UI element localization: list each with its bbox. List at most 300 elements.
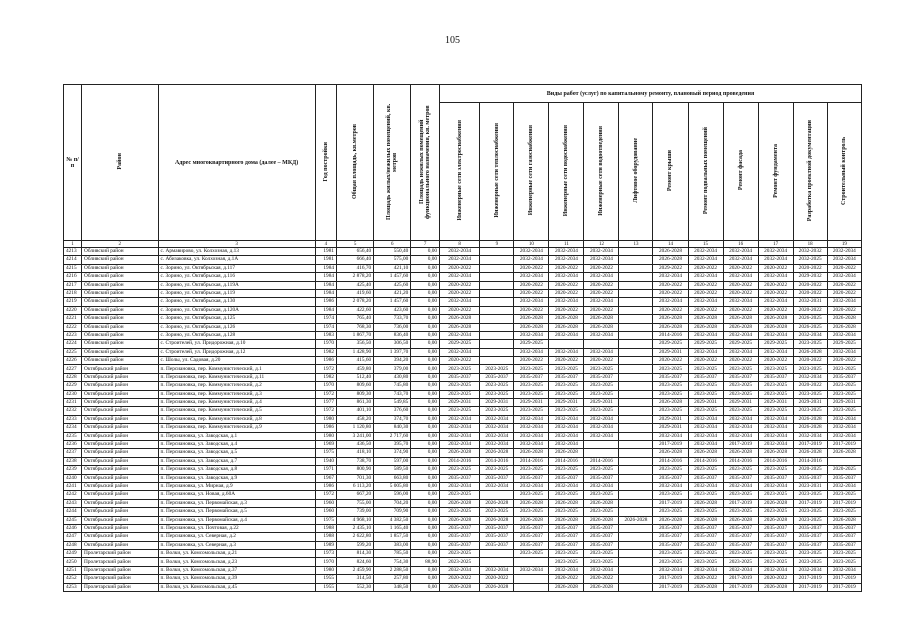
area-cell: 419,60 [336, 289, 373, 297]
table-row [64, 289, 862, 297]
work-period-cell: 2023-2025 [653, 558, 688, 566]
year-cell: 1988 [315, 533, 336, 541]
work-period-cell: 2023-2025 [723, 365, 758, 373]
work-period-cell [619, 331, 653, 339]
living-area-cell: 374,90 [374, 449, 411, 457]
year-cell: 1967 [315, 474, 336, 482]
work-period-cell [619, 575, 653, 583]
row-number: 4247 [64, 533, 82, 541]
work-period-cell: 2035-2037 [653, 541, 688, 549]
work-period-cell: 2023-2025 [440, 491, 480, 499]
work-period-cell: 2023-2025 [793, 390, 827, 398]
work-period-cell: 2026-2028 [514, 323, 549, 331]
work-period-cell: 2029-2025 [440, 340, 480, 348]
district-cell: Октябрьский район [82, 466, 158, 474]
work-period-cell: 2032-2034 [584, 482, 619, 490]
living-area-cell: 575,00 [374, 256, 411, 264]
work-period-cell: 2017-2019 [827, 499, 861, 507]
work-period-cell [480, 331, 514, 339]
work-period-cell: 2032-2034 [688, 440, 723, 448]
work-period-cell: 2029-2031 [758, 399, 793, 407]
district-cell: Обливский район [82, 248, 158, 256]
living-area-cell: 379,00 [374, 365, 411, 373]
work-period-cell: 2023-2025 [688, 466, 723, 474]
work-period-cell: 2017-2019 [723, 575, 758, 583]
work-period-cell: 2026-2028 [688, 315, 723, 323]
district-cell: Октябрьский район [82, 449, 158, 457]
work-period-cell: 2026-2028 [688, 323, 723, 331]
work-period-cell: 2032-2034 [549, 432, 584, 440]
work-period-cell: 2029-2025 [688, 340, 723, 348]
work-period-cell: 2023-2025 [688, 382, 723, 390]
work-period-cell: 2035-2037 [723, 373, 758, 381]
work-period-cell: 2026-2028 [758, 449, 793, 457]
work-period-cell [480, 256, 514, 264]
row-number: 4229 [64, 382, 82, 390]
nonres-area-cell: 0,00 [411, 449, 440, 457]
district-cell: Обливский район [82, 315, 158, 323]
work-period-cell: 2020-2022 [793, 281, 827, 289]
work-period-cell: 2014-2016 [440, 457, 480, 465]
work-period-cell: 2032-2034 [688, 424, 723, 432]
work-period-cell: 2023-2025 [514, 382, 549, 390]
district-cell: Октябрьский район [82, 382, 158, 390]
work-period-cell: 2020-2022 [549, 289, 584, 297]
work-period-cell: 2026-2028 [480, 499, 514, 507]
work-period-cell: 2023-2025 [758, 365, 793, 373]
work-period-cell: 2026-2028 [549, 323, 584, 331]
living-area-cell: 383,00 [374, 541, 411, 549]
work-period-cell: 2023-2025 [827, 508, 861, 516]
nonres-area-cell: 0,00 [411, 533, 440, 541]
year-cell: 1986 [315, 357, 336, 365]
living-area-cell: 596,00 [374, 491, 411, 499]
work-period-cell: 2014-2016 [584, 457, 619, 465]
work-period-cell [480, 323, 514, 331]
work-period-cell: 2032-2034 [584, 415, 619, 423]
work-period-cell: 2026-2028 [440, 315, 480, 323]
work-period-cell: 2017-2019 [793, 575, 827, 583]
work-period-cell: 2032-2034 [549, 273, 584, 281]
work-period-cell: 2023-2025 [758, 491, 793, 499]
living-area-cell: 1 397,70 [374, 348, 411, 356]
work-period-cell: 2023-2025 [480, 407, 514, 415]
row-number: 4246 [64, 524, 82, 532]
work-period-cell: 2032-2034 [440, 256, 480, 264]
work-period-cell: 2035-2037 [514, 474, 549, 482]
work-period-cell: 2023-2025 [440, 407, 480, 415]
work-period-cell: 2020-2022 [688, 357, 723, 365]
work-period-cell: 2023-2025 [688, 491, 723, 499]
area-cell: 809,60 [336, 382, 373, 390]
work-period-cell [619, 264, 653, 272]
nonres-area-cell: 0,00 [411, 399, 440, 407]
work-period-cell: 2023-2025 [827, 365, 861, 373]
column-number: 3 [158, 241, 315, 248]
nonres-area-cell: 0,00 [411, 248, 440, 256]
work-period-cell: 2032-2031 [793, 298, 827, 306]
table-row [64, 256, 862, 264]
work-period-cell: 2020-2022 [653, 289, 688, 297]
district-cell: Пролетарский район [82, 550, 158, 558]
work-period-cell: 2026-2028 [793, 449, 827, 457]
column-number: 2 [82, 241, 158, 248]
work-period-cell: 2026-2028 [440, 583, 480, 591]
work-period-cell [619, 415, 653, 423]
work-period-cell: 2035-2037 [480, 373, 514, 381]
year-cell: 1981 [315, 248, 336, 256]
column-number: 1 [64, 241, 82, 248]
work-period-cell: 2023-2025 [827, 491, 861, 499]
work-period-cell [619, 306, 653, 314]
work-period-cell: 2023-2025 [549, 491, 584, 499]
work-period-cell: 2035-2037 [758, 474, 793, 482]
year-cell: 1960 [315, 499, 336, 507]
work-period-cell [619, 449, 653, 457]
living-area-cell: 1 457,60 [374, 298, 411, 306]
work-period-cell: 2029-2031 [653, 424, 688, 432]
work-period-cell: 2023-2025 [653, 365, 688, 373]
row-number: 4240 [64, 474, 82, 482]
work-period-cell: 2026-2028 [793, 424, 827, 432]
nonres-area-cell: 0,00 [411, 382, 440, 390]
work-period-cell: 2032-2034 [440, 331, 480, 339]
work-period-cell: 2023-2025 [549, 407, 584, 415]
work-period-cell: 2035-2037 [653, 524, 688, 532]
work-period-cell: 2035-2037 [758, 524, 793, 532]
work-period-cell [619, 533, 653, 541]
nonres-area-cell: 0,00 [411, 264, 440, 272]
area-cell: 599,20 [336, 541, 373, 549]
nonres-area-cell: 0,00 [411, 315, 440, 323]
living-area-cell: 257,80 [374, 575, 411, 583]
living-area-cell: 421,20 [374, 289, 411, 297]
living-area-cell: 425,60 [374, 281, 411, 289]
work-period-cell [619, 273, 653, 281]
work-period-cell: 2023-2025 [584, 508, 619, 516]
work-period-cell: 2023-2025 [723, 550, 758, 558]
year-cell: 1989 [315, 541, 336, 549]
work-period-cell: 2035-2037 [480, 533, 514, 541]
year-cell: 1986 [315, 424, 336, 432]
nonres-area-cell: 0,00 [411, 524, 440, 532]
address-cell: п. Персиановка, ул. Заводская, д.5 [158, 449, 315, 457]
work-period-cell: 2032-2034 [758, 566, 793, 574]
work-period-cell [619, 466, 653, 474]
work-period-cell: 2026-2028 [440, 449, 480, 457]
work-period-cell: 2026-2028 [723, 449, 758, 457]
work-period-cell: 2032-2034 [514, 256, 549, 264]
nonres-area-cell: 0,00 [411, 357, 440, 365]
work-period-cell: 2026-2028 [653, 323, 688, 331]
work-period-cell: 2020-2022 [688, 306, 723, 314]
table-row [64, 390, 862, 398]
work-period-cell: 2020-2022 [549, 264, 584, 272]
work-period-cell: 2020-2022 [584, 575, 619, 583]
work-period-cell: 2032-2034 [758, 440, 793, 448]
row-number: 4242 [64, 491, 82, 499]
work-period-cell: 2023-2025 [758, 382, 793, 390]
address-cell: п. Персиановка, пер. Коммунистический, д.3 [158, 390, 315, 398]
work-period-cell: 2023-2025 [584, 466, 619, 474]
work-period-cell [619, 550, 653, 558]
row-number: 4227 [64, 365, 82, 373]
address-cell: п. Персиановка, пер. Коммунистический, д.5 [158, 407, 315, 415]
work-period-cell: 2023-2025 [549, 550, 584, 558]
work-period-cell: 2032-2034 [480, 482, 514, 490]
work-period-cell: 2020-2022 [653, 306, 688, 314]
work-period-cell: 2023-2025 [827, 558, 861, 566]
work-period-cell: 2032-2034 [723, 432, 758, 440]
nonres-area-cell: 0,00 [411, 550, 440, 558]
nonres-area-cell: 0,00 [411, 348, 440, 356]
work-period-cell: 2026-2028 [758, 323, 793, 331]
work-period-cell [619, 558, 653, 566]
work-period-cell: 2026-2028 [480, 583, 514, 591]
header-work-construction-control: Строительный контроль [827, 103, 861, 241]
work-period-cell [619, 357, 653, 365]
work-period-cell: 2026-2028 [549, 449, 584, 457]
living-area-cell: 306,50 [374, 340, 411, 348]
work-period-cell: 2023-2025 [549, 382, 584, 390]
district-cell: Октябрьский район [82, 432, 158, 440]
work-period-cell: 2032-2034 [688, 348, 723, 356]
nonres-area-cell: 0,00 [411, 306, 440, 314]
row-number: 4216 [64, 273, 82, 281]
nonres-area-cell: 0,00 [411, 474, 440, 482]
work-period-cell: 2032-2034 [440, 566, 480, 574]
work-period-cell: 2035-2037 [584, 474, 619, 482]
work-period-cell: 2023-2025 [653, 550, 688, 558]
work-period-cell: 2032-2034 [793, 331, 827, 339]
nonres-area-cell: 0,00 [411, 273, 440, 281]
work-period-cell: 2026-2028 [584, 583, 619, 591]
address-cell: с. Зорино, ул. Октябрьская, д.116 [158, 273, 315, 281]
work-period-cell: 2035-2037 [480, 541, 514, 549]
work-period-cell: 2029-2031 [653, 415, 688, 423]
work-period-cell: 2032-2034 [723, 273, 758, 281]
work-period-cell: 2032-2034 [827, 256, 861, 264]
year-cell: 1940 [315, 457, 336, 465]
work-period-cell: 2029-2031 [440, 399, 480, 407]
column-number: 16 [723, 241, 758, 248]
work-period-cell: 2035-2037 [584, 541, 619, 549]
address-cell: с. Абизаковка, ул. Колхозная, д.1А [158, 256, 315, 264]
area-cell: 436,50 [336, 440, 373, 448]
work-period-cell: 2032-2034 [758, 415, 793, 423]
work-period-cell: 2023-2025 [758, 558, 793, 566]
work-period-cell: 2035-2037 [688, 373, 723, 381]
living-area-cell: 743,70 [374, 390, 411, 398]
work-period-cell: 2026-2028 [584, 323, 619, 331]
work-period-cell: 2020-2022 [440, 575, 480, 583]
work-period-cell: 2017-2019 [793, 499, 827, 507]
district-cell: Обливский район [82, 289, 158, 297]
row-number: 4226 [64, 357, 82, 365]
work-period-cell: 2026-2028 [653, 516, 688, 524]
header-num: № п/п [64, 85, 82, 241]
work-period-cell: 2035-2037 [723, 533, 758, 541]
table-row [64, 457, 862, 465]
work-period-cell: 2020-2022 [758, 357, 793, 365]
work-period-cell: 2035-2037 [827, 373, 861, 381]
header-work-water: Инженерные сети водоснабжения [549, 103, 584, 241]
work-period-cell: 2032-2034 [549, 424, 584, 432]
work-period-cell: 2035-2037 [688, 533, 723, 541]
work-period-cell: 2032-2034 [549, 415, 584, 423]
table-row [64, 424, 862, 432]
work-period-cell: 2023-2025 [549, 508, 584, 516]
work-period-cell: 2020-2022 [793, 357, 827, 365]
column-number: 18 [793, 241, 827, 248]
work-period-cell: 2017-2019 [653, 499, 688, 507]
work-period-cell: 2026-2028 [653, 256, 688, 264]
nonres-area-cell: 0,00 [411, 491, 440, 499]
row-number: 4230 [64, 390, 82, 398]
area-cell: 768,30 [336, 323, 373, 331]
work-period-cell: 2023-2025 [827, 550, 861, 558]
district-cell: Пролетарский район [82, 558, 158, 566]
work-period-cell: 2026-2028 [827, 449, 861, 457]
work-period-cell [619, 524, 653, 532]
year-cell: 1973 [315, 550, 336, 558]
work-period-cell: 2032-2034 [440, 248, 480, 256]
work-period-cell: 2023-2025 [584, 365, 619, 373]
area-cell: 738,70 [336, 457, 373, 465]
work-period-cell: 2032-2034 [549, 298, 584, 306]
work-period-cell: 2032-2034 [584, 424, 619, 432]
work-period-cell: 2032-2034 [758, 482, 793, 490]
living-area-cell: 430,80 [374, 373, 411, 381]
header-work-foundation: Ремонт фундамента [758, 103, 793, 241]
year-cell: 1983 [315, 331, 336, 339]
work-period-cell: 2035-2037 [653, 373, 688, 381]
work-period-cell: 2023-2025 [758, 466, 793, 474]
work-period-cell: 2020-2022 [793, 306, 827, 314]
work-period-cell: 2032-2034 [514, 440, 549, 448]
work-period-cell: 2020-2022 [584, 281, 619, 289]
work-period-cell: 2029-2031 [480, 399, 514, 407]
work-period-cell: 2023-2025 [758, 390, 793, 398]
work-period-cell: 2032-2034 [514, 273, 549, 281]
header-work-project-docs: Разработка проектной документации [793, 103, 827, 241]
work-period-cell: 2035-2037 [723, 524, 758, 532]
work-period-cell: 2035-2037 [440, 474, 480, 482]
living-area-cell: 5 005,80 [374, 482, 411, 490]
address-cell: п. Волки, ул. Комсомольская, д.39 [158, 575, 315, 583]
work-period-cell: 2035-2037 [549, 524, 584, 532]
year-cell: 1955 [315, 575, 336, 583]
work-period-cell: 2020-2022 [514, 289, 549, 297]
district-cell: Пролетарский район [82, 575, 158, 583]
work-period-cell: 2035-2037 [688, 541, 723, 549]
work-period-cell: 2032-2034 [584, 248, 619, 256]
work-period-cell: 2026-2028 [584, 516, 619, 524]
work-period-cell: 2023-2025 [723, 558, 758, 566]
work-period-cell: 2023-2025 [584, 390, 619, 398]
work-period-cell: 2029-2022 [653, 264, 688, 272]
table-row [64, 449, 862, 457]
living-area-cell: 395,70 [374, 440, 411, 448]
area-cell: 459,80 [336, 365, 373, 373]
work-period-cell: 2029-2032 [793, 273, 827, 281]
work-period-cell: 2020-2025 [827, 466, 861, 474]
work-period-cell: 2032-2034 [723, 348, 758, 356]
nonres-area-cell: 0,00 [411, 575, 440, 583]
work-period-cell: 2014-2016 [480, 457, 514, 465]
header-works-group: Виды работ (услуг) по капитальному ремонту, плановый период проведения [440, 85, 862, 103]
work-period-cell: 2035-2037 [758, 373, 793, 381]
work-period-cell [619, 432, 653, 440]
work-period-cell: 2023-2025 [440, 390, 480, 398]
work-period-cell [619, 323, 653, 331]
work-period-cell: 2035-2037 [440, 524, 480, 532]
year-cell: 1984 [315, 281, 336, 289]
area-cell: 425,40 [336, 281, 373, 289]
header-district: Район [82, 85, 158, 241]
work-period-cell: 2032-2034 [440, 273, 480, 281]
work-period-cell: 2014-2016 [653, 457, 688, 465]
row-number: 4215 [64, 264, 82, 272]
capital-repair-table [63, 84, 862, 592]
nonres-area-cell: 0,00 [411, 508, 440, 516]
address-cell: п. Волки, ул. Комсомольская, д.45 [158, 583, 315, 591]
work-period-cell: 2032-2034 [723, 248, 758, 256]
district-cell: Октябрьский район [82, 390, 158, 398]
work-period-cell: 2035-2037 [827, 533, 861, 541]
work-period-cell: 2026-2028 [584, 499, 619, 507]
work-period-cell: 2035-2037 [758, 533, 793, 541]
living-area-cell: 736,00 [374, 323, 411, 331]
work-period-cell: 2017-2019 [653, 583, 688, 591]
address-cell: п. Персиановка, ул. Новая, д.60А [158, 491, 315, 499]
work-period-cell: 2014-2016 [549, 457, 584, 465]
work-period-cell: 2020-2022 [584, 289, 619, 297]
work-period-cell: 2032-2034 [827, 415, 861, 423]
work-period-cell [619, 248, 653, 256]
work-period-cell: 2023-2025 [653, 382, 688, 390]
work-period-cell: 2014-2016 [758, 457, 793, 465]
work-period-cell: 2023-2025 [514, 365, 549, 373]
row-number: 4248 [64, 541, 82, 549]
table-row [64, 575, 862, 583]
work-period-cell: 2032-2034 [758, 432, 793, 440]
work-period-cell [480, 281, 514, 289]
work-period-cell: 2035-2037 [827, 541, 861, 549]
work-period-cell: 2017-2019 [827, 440, 861, 448]
table-row [64, 315, 862, 323]
column-number: 19 [827, 241, 861, 248]
work-period-cell [827, 457, 861, 465]
year-cell: 1988 [315, 524, 336, 532]
address-cell: п. Персиановка, ул. Северная, д.3 [158, 541, 315, 549]
work-period-cell: 2026-2028 [793, 348, 827, 356]
area-cell: 2 878,20 [336, 273, 373, 281]
work-period-cell: 2032-2034 [758, 273, 793, 281]
address-cell: с. Зорино, ул. Октябрьская, д.128 [158, 331, 315, 339]
row-number: 4236 [64, 440, 82, 448]
work-period-cell: 2032-2034 [723, 424, 758, 432]
table-row [64, 558, 862, 566]
year-cell: 1972 [315, 365, 336, 373]
work-period-cell [480, 357, 514, 365]
district-cell: Октябрьский район [82, 407, 158, 415]
work-period-cell: 2032-2034 [793, 432, 827, 440]
work-period-cell: 2032-2034 [514, 248, 549, 256]
header-work-gas: Инженерные сети газоснабжения [514, 103, 549, 241]
area-cell: 667,20 [336, 491, 373, 499]
work-period-cell: 2032-2034 [653, 432, 688, 440]
